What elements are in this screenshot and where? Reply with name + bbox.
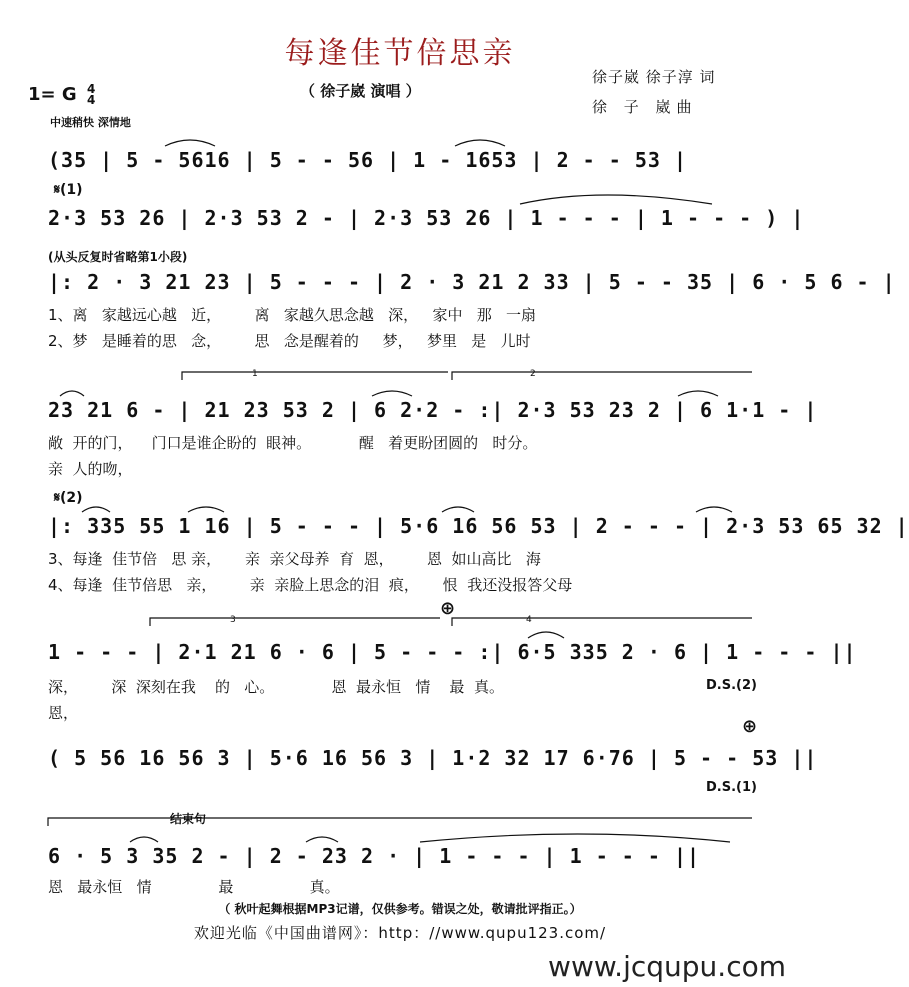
time-top: 4 (86, 82, 96, 96)
key-label: 1= G (28, 84, 77, 105)
time-bottom: 4 (86, 93, 96, 107)
volta-2-label: 2 (530, 369, 536, 379)
lyric-verse1-a: 1、离 家越远心越 近， 离 家越久思念越 深， 家中 那 一扇 (48, 306, 537, 324)
coda-sign-1: ⊕ (440, 598, 456, 619)
lyric-verse3-b: 深， 深 深刻在我 的 心。 恩 最永恒 情 最 真。 (48, 678, 504, 696)
lyric-verse3-a: 3、每逢 佳节倍 思 亲， 亲 亲父母养 育 恩， 恩 如山高比 海 (48, 550, 541, 568)
repeat-note: (从头反复时省略第1小段) (48, 250, 188, 264)
lyric-ending: 恩 最永恒 情 最 真。 (48, 878, 340, 896)
composer-credit: 徐 子 崴曲 (592, 98, 698, 116)
score-line-6: 1 - - - | 2·1 21 6 · 6 | 5 - - - :| 6·5 335 2 · 6 | 1 - - - || (48, 640, 857, 664)
ds-2-mark: D.S.(2) (706, 678, 757, 693)
score-line-8: 6 · 5 3 35 2 - | 2 - 23 2 · | 1 - - - | 1 - - - || (48, 844, 701, 868)
transcriber-note: （ 秋叶起舞根据MP3记谱，仅供参考。错误之处，敬请批评指正。） (218, 902, 582, 916)
song-title: 每逢佳节倍思亲 (284, 36, 516, 71)
ending-title: 结束句 (170, 812, 207, 826)
segno-1: 𝄋(1) (54, 182, 83, 198)
segno-2: 𝄋(2) (54, 490, 83, 506)
volta-3-label: 3 (230, 615, 236, 625)
score-line-1: (35 | 5 - 5616 | 5 - - 56 | 1 - 1653 | 2 - - 53 | (48, 148, 688, 172)
volta-4-label: 4 (526, 615, 532, 625)
lyric-verse4-b: 恩， (48, 704, 79, 722)
lyric-verse1-b: 敞 开的门， 门口是谁企盼的 眼神。 醒 着更盼团圆的 时分。 (48, 434, 538, 452)
score-line-3: |: 2 · 3 21 23 | 5 - - - | 2 · 3 21 2 33 | 5 - - 35 | 6 · 5 6 - | (48, 270, 896, 294)
lyricist-credit: 徐子崴 徐子淳 词 (592, 68, 716, 86)
lyric-verse2-b: 亲 人的吻， (48, 460, 133, 478)
volta-1-label: 1 (252, 369, 258, 379)
score-line-2: 2·3 53 26 | 2·3 53 2 - | 2·3 53 26 | 1 - - - | 1 - - - ) | (48, 206, 805, 230)
score-line-7: ( 5 56 16 56 3 | 5·6 16 56 3 | 1·2 32 17 6·76 | 5 - - 53 || (48, 746, 818, 770)
score-line-5: |: 335 55 1 16 | 5 - - - | 5·6 16 56 53 | 2 - - - | 2·3 53 65 32 | (48, 514, 909, 538)
ds-1-mark: D.S.(1) (706, 780, 757, 795)
score-line-4: 23 21 6 - | 21 23 53 2 | 6 2·2 - :| 2·3 53 23 2 | 6 1·1 - | (48, 398, 818, 422)
welcome-line: 欢迎光临《中国曲谱网》：http：//www.qupu123.com/ (193, 924, 607, 942)
coda-sign-2: ⊕ (742, 716, 758, 737)
tempo-marking: 中速稍快 深情地 (50, 116, 131, 129)
singer-credit: （ 徐子崴 演唱 ） (300, 82, 421, 100)
lyric-verse2-a: 2、梦 是睡着的思 念， 思 念是醒着的 梦， 梦里 是 儿时 (48, 332, 531, 350)
site-watermark: www.jcqupu.com (548, 950, 786, 983)
lyric-verse4-a: 4、每逢 佳节倍思 亲， 亲 亲脸上思念的泪 痕， 恨 我还没报答父母 (48, 576, 573, 594)
